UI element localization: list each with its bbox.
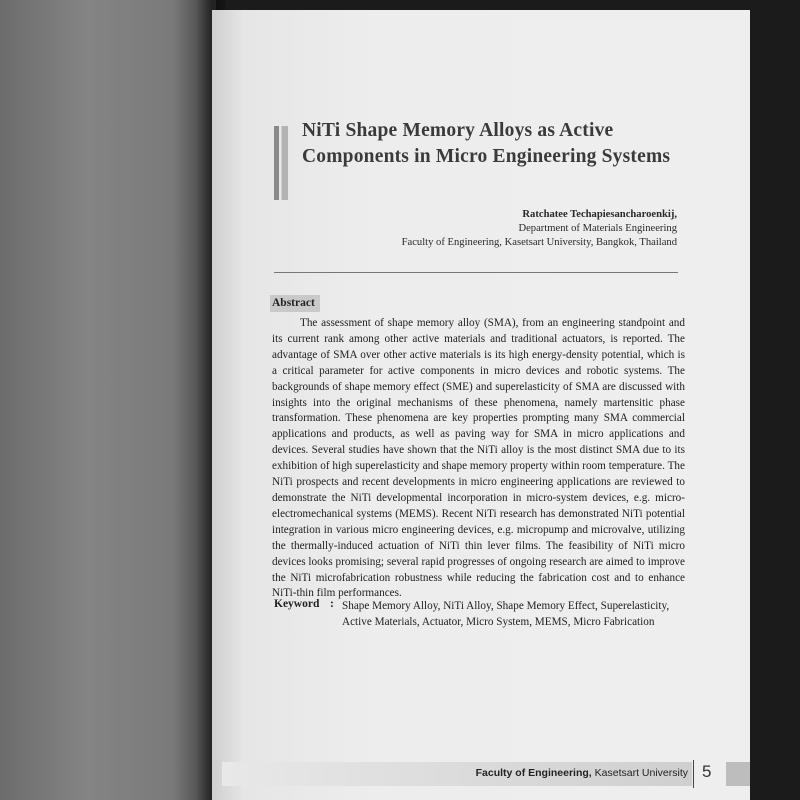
footer-divider (693, 760, 694, 788)
article-title: NiTi Shape Memory Alloys as Active Components in Micro Engineering Systems (302, 120, 671, 167)
author-block (402, 208, 677, 250)
keyword-label: Keyword (274, 598, 320, 610)
abstract-body: The assessment of shape memory alloy (SMA), from an engineering standpoint and its current rank among other active materials and traditional actuators, is reported. The advantage of SMA over other active materials is its high energy-density potential, which is a critical parameter for active components in micro devices and robotic systems. The backgrounds of shape memory effect (SME) and superelasticity of SMA are discussed with insights into the original mechanisms of these phenomena, namely martensitic phase transformation. These phenomena are key properties prompting many SMA commercial applications and products, as well as paving way for SMA in micro applications and devices. Several studies have shown that the NiTi alloy is the most distinct SMA due to its exhibition of high superelasticity and shape memory property within room temperature. The NiTi prospects and recent developments in micro engineering applications are reviewed to demonstrate the NiTi developmental incorporation in micro-system devices, e.g. micro-electromechanical systems (MEMS). Recent NiTi research has demonstrated NiTi potential integration in various micro engineering devices, e.g. micropump and microvalve, utilizing the thermally-induced actuation of NiTi thin lever films. The feasibility of NiTi micro devices looks promising; several rapid progresses of ongoing research are aimed to improve the NiTi microfabrication robustness while reducing the fabrication cost and to enhance NiTi-thin film performances. (272, 317, 685, 600)
footer-faculty: Faculty of Engineering, (475, 767, 592, 779)
keyword-colon: : (330, 598, 334, 610)
footer-tab (726, 762, 750, 786)
footer-credit (476, 767, 688, 779)
keyword-list: Shape Memory Alloy, NiTi Alloy, Shape Memory Effect, Superelasticity, Active Materials, Actuator, Micro System, MEMS, Micro Fabrication (342, 600, 670, 628)
author-affiliation: Faculty of Engineering, Kasetsart University, Bangkok, Thailand (401, 237, 677, 248)
page-number: 5 (702, 762, 712, 781)
article-page (212, 10, 750, 800)
abstract-heading: Abstract (270, 295, 320, 312)
footer-university: Kasetsart University (591, 767, 688, 779)
title-accent-bar (274, 126, 288, 200)
facing-page (0, 0, 216, 800)
header-divider (274, 272, 678, 273)
author-department: Department of Materials Engineering (518, 223, 677, 234)
author-name: Ratchatee Techapiesancharoenkij, (522, 209, 677, 220)
